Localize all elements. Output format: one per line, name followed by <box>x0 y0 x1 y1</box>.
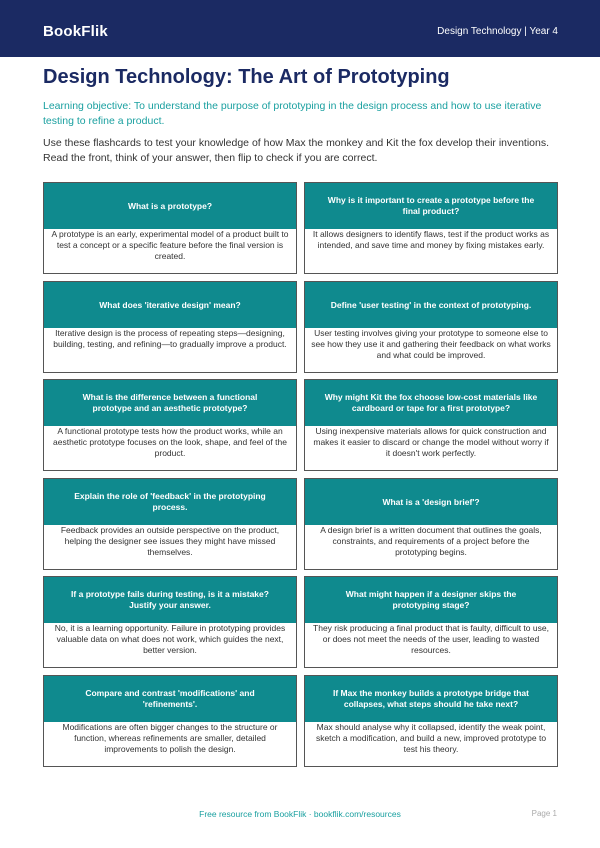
flashcard-answer: Feedback provides an outside perspective on the product, helping the designer see issues they might have missed themselves. <box>60 525 280 557</box>
flashcard-question: Define 'user testing' in the context of prototyping. <box>305 282 557 328</box>
flashcard[interactable] <box>43 379 297 471</box>
flashcard-question: What is a 'design brief'? <box>305 479 557 525</box>
flashcard-answer: Modifications are often bigger changes to the structure or function, whereas refinements are smaller, detailed improvements to polish the design. <box>62 722 278 754</box>
flashcard-answer: User testing involves giving your prototype to someone else to see how they use it and gathering their feedback on what works and what could be improved. <box>311 328 551 360</box>
instructions: Use these flashcards to test your knowledge of how Max the monkey and Kit the fox develop their inventions. Read the front, think of your answer, then flip to check if you are correct. <box>43 137 550 164</box>
flashcard-question: What is a prototype? <box>44 183 296 229</box>
flashcard[interactable] <box>43 576 297 668</box>
learning-objective: Learning objective: To understand the purpose of prototyping in the design process and how to use iterative testing to refine a product. <box>43 100 542 127</box>
flashcard[interactable] <box>304 675 558 767</box>
flashcard[interactable] <box>304 379 558 471</box>
flashcard-answer: Max should analyse why it collapsed, identify the weak point, sketch a modification, and build a new, improved prototype to test his theory. <box>315 722 547 754</box>
flashcard-answer: They risk producing a final product that is faulty, difficult to use, or does not meet the needs of the user, leading to wasted resources. <box>313 623 549 655</box>
flashcard-question: What does 'iterative design' mean? <box>44 282 296 328</box>
flashcard[interactable] <box>43 675 297 767</box>
flashcard-question: What is the difference between a functional prototype and an aesthetic prototype? <box>44 380 296 426</box>
flashcard[interactable] <box>43 281 297 373</box>
flashcard-question: Why might Kit the fox choose low-cost materials like cardboard or tape for a first prototype? <box>305 380 557 426</box>
flashcard-answer: A prototype is an early, experimental model of a product built to test a concept or a specific feature before the final version is created. <box>51 229 289 261</box>
flashcard-question: If Max the monkey builds a prototype bridge that collapses, what steps should he take next? <box>305 676 557 722</box>
flashcard-question: Explain the role of 'feedback' in the prototyping process. <box>44 479 296 525</box>
flashcard-question: Compare and contrast 'modifications' and 'refinements'. <box>44 676 296 722</box>
flashcard-answer: No, it is a learning opportunity. Failure in prototyping provides valuable data on what does not work, which guides the next, better version. <box>54 623 286 655</box>
flashcard-answer: A functional prototype tests how the product works, while an aesthetic prototype focuses on the look, shape, and feel of the product. <box>53 426 287 458</box>
page-number: Page 1 <box>531 809 557 818</box>
flashcard-answer: It allows designers to identify flaws, test if the product works as intended, and save time and money by fixing mistakes early. <box>312 229 550 250</box>
flashcard-answer: Iterative design is the process of repeating steps—designing, building, testing, and refining—to gradually improve a product. <box>53 328 287 349</box>
flashcard-question: Why is it important to create a prototype before the final product? <box>305 183 557 229</box>
flashcard[interactable] <box>304 182 558 274</box>
header-bar <box>0 0 600 57</box>
flashcard[interactable] <box>304 576 558 668</box>
brand-logo-text: BookFlik <box>43 23 108 40</box>
flashcard-answer: Using inexpensive materials allows for quick construction and makes it easier to discard or change the model without worry if it doesn't work perfectly. <box>313 426 549 458</box>
flashcard-answer: A design brief is a written document that outlines the goals, constraints, and requirements of a project before the prototyping begins. <box>320 525 542 557</box>
course-label: Design Technology | Year 4 <box>437 26 558 37</box>
page-title: Design Technology: The Art of Prototyping <box>43 66 450 88</box>
footer-credit: Free resource from BookFlik · bookflik.com/resources <box>199 809 401 819</box>
flashcard[interactable] <box>304 281 558 373</box>
flashcard[interactable] <box>43 182 297 274</box>
flashcard[interactable] <box>43 478 297 570</box>
flashcard-question: What might happen if a designer skips the prototyping stage? <box>305 577 557 623</box>
flashcard-question: If a prototype fails during testing, is it a mistake? Justify your answer. <box>44 577 296 623</box>
flashcard[interactable] <box>304 478 558 570</box>
